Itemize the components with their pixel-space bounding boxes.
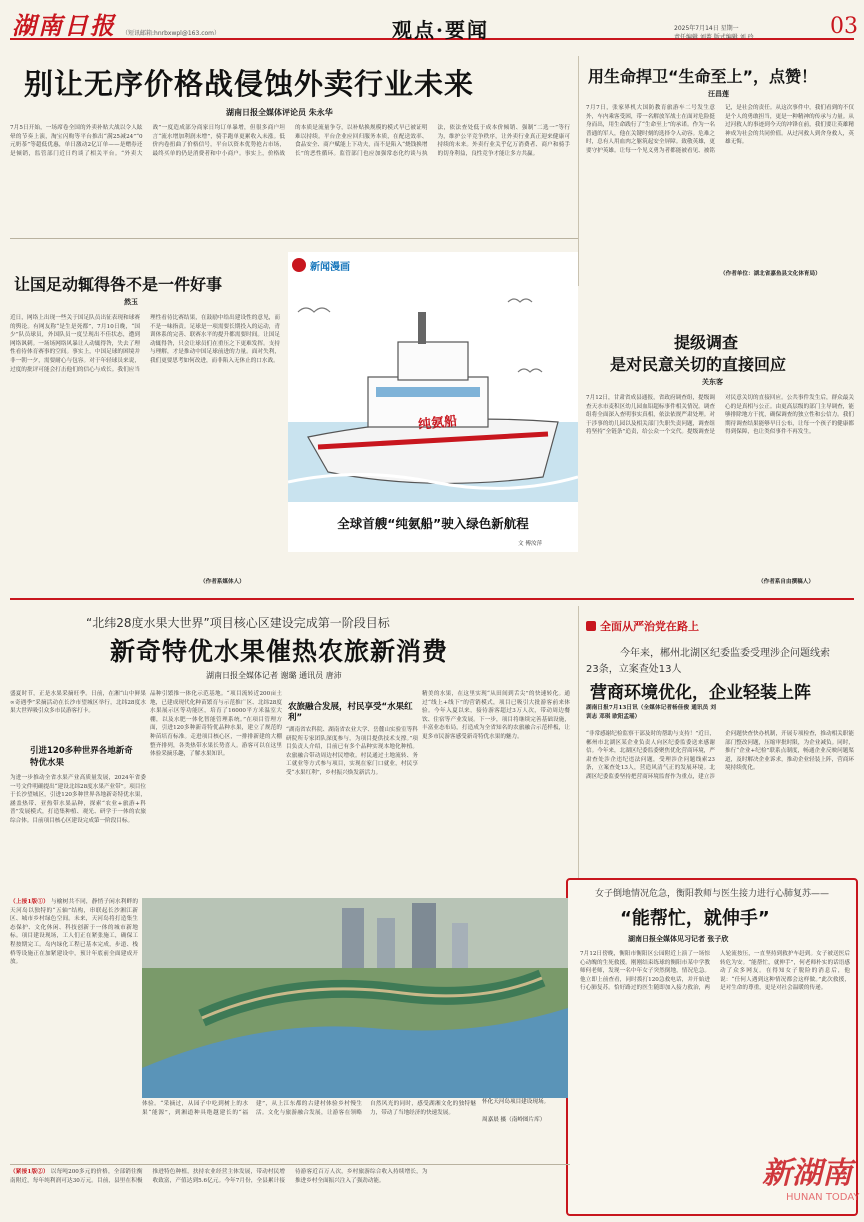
a4-headline-line1: 提级调查 bbox=[674, 333, 739, 352]
a5-cont-3: （紧接1版②） 以每吨200多元的价格，全部销往衡南附近，每年纯利润可达30万元。目前，县里在积极推进特色种植，扶持农业经营主体发展，带动村民增收致富，产值达到5.6亿元。今年7月份，全县累计接待游客近百万人次，乡村旅游综合收入持续增长，为推进乡村全面振兴注入了强劲动能。 bbox=[10, 1169, 428, 1184]
a5-headline: 新奇特优水果催热农旅新消费 bbox=[110, 637, 449, 666]
a4-headline-line2: 是对民意关切的直接回应 bbox=[610, 355, 787, 374]
cartoon-caption: 全球首艘“纯氨船”驶入绿色新航程 bbox=[337, 516, 529, 531]
a2-author: 汪昌莲 bbox=[708, 90, 729, 98]
a5-body-1: 为进一步推动全省水果产业高质量发展，2024年省委一号文件明确提出“建设北纬28度水果产业带”。项目位于长沙望城区，引进120多种世界各地新奇特优水果，涵盖热带、亚热带水果品种，探索“农业+旅游+科普”发展模式，打造集种植、观光、研学于一体的农旅综合体。目前项目核心区建设完成第一阶段目标。 bbox=[10, 775, 146, 824]
column-divider bbox=[578, 56, 579, 286]
a6-kicker-1: 今年来，郴州北湖区纪委监委受理涉企问题线索 bbox=[620, 648, 830, 659]
section-title: 观点·要闻 bbox=[392, 18, 489, 42]
a7-byline: 湖南日报全媒体见习记者 张子欣 bbox=[628, 935, 729, 943]
a4-credit: （作者系自由撰稿人） bbox=[758, 579, 814, 585]
newspaper-logo: 湖南日报 bbox=[12, 11, 116, 40]
flag-icon bbox=[586, 621, 596, 631]
a5-lead: 盛夏时节，正是水果采摘旺季。日前，在湘“山中鲜果∞奇遇季”采摘活动在长沙市望城区举行，北纬28度水果大世界吸引众多市民游客打卡。 bbox=[10, 691, 146, 715]
a1-headline: 别让无序价格战侵蚀外卖行业未来 bbox=[24, 67, 475, 101]
a1-byline: 湖南日报全媒体评论员 朱永华 bbox=[226, 108, 333, 117]
a3-headline: 让国足动辄得咎不是一件好事 bbox=[14, 275, 223, 294]
page-number: 03 bbox=[830, 14, 858, 39]
a5-body-2: 品种引繁推一体化示范基地。“项目流转近200亩土地，已建成现代化种苗繁育与示范推广区、北纬28度水果展示区等功能区，培育了16000平方米温室大棚，以及水肥一体化智能管理系统。”在项目管理方面，引进120多种新奇特优品种水果，建立了规范的种苗培育标准。走进项目核心区，一排排新建的大棚整齐排列，各类热带水果长势喜人。游客可以在这里体验采摘乐趣，了解水果知识。 bbox=[150, 691, 282, 758]
a7-body: 7月12日傍晚，衡阳市衡阳区公园附近上演了一场惊心动魄的生死救援。刚刚结束练球的衡阳市某中学教师何老师，发现一名中年女子突然倒地，情况危急。他立即上前查看，同时拨打120急救电话，并开始进行心肺复苏。恰好路过的医生随即加入接力救治，两人轮流按压，一直坚持到救护车赶到。女子被送医后转危为安。“能帮忙，就伸手”，何老师朴实的话语感动了众多网友。在得知女子脱险的消息后，他说：“任何人遇到这种情况都会这样做。”此次救援，是对生命的尊重，更是对社会温暖的传递。 bbox=[580, 951, 850, 992]
photo-caption: 怀化天河岛项目建设现场。 bbox=[482, 1099, 550, 1105]
a7-headline: “能帮忙，就伸手” bbox=[620, 908, 770, 929]
masthead-meta: （短讯邮箱:hnrbxwpl@163.com） bbox=[122, 30, 221, 37]
a5-kicker: “北纬28度水果大世界”项目核心区建设完成第一阶段目标 bbox=[86, 616, 390, 630]
photo-credit: 周嘉晨 摄（南岭图片库） bbox=[482, 1117, 546, 1123]
divider bbox=[10, 1164, 570, 1165]
ship-label: 纯氨船 bbox=[417, 413, 458, 433]
a6-kicker-2: 23条，立案查处13人 bbox=[586, 664, 682, 675]
a5-body-4: 精美的水果，在这里实现“从田间到舌尖”的快速转化。通过“线上+线下”的营销模式，项目已吸引大批游客前来体验。今年入夏以来，接待游客超过3万人次，带动周边餐饮、住宿等产业发展。下一步，项目将继续完善基础设施，丰富业态布局，打造成为全省知名的农旅融合示范样板，让更多市民游客感受新奇特优水果的魅力。 bbox=[422, 691, 570, 740]
a5-byline: 湖南日报全媒体记者 谢璐 通讯员 唐沛 bbox=[206, 671, 342, 680]
divider bbox=[10, 238, 578, 239]
a5-cont-2: 体验。“采摘过，从园子中吃到树上的水果“能源”，到湘道种具绝越建长的“福建”，从上江东都的古建村体验乡村慢生活。文化与旅游融合发展，让游客在领略自然风光的同时，感受湖湘文化的独特魅力，带动了当地经济的快速发展。 bbox=[142, 1101, 476, 1116]
a6-body: “非常感谢纪检监察干部及时的帮助与支持！”近日，郴州市北湖区某企业负责人向区纪委监委送来感谢信。今年来，北湖区纪委监委聚焦优化营商环境，严肃查处涉企违纪违法问题，受理涉企问题线索23条，立案查处13人，营造风清气正的发展环境。北湖区纪委监委坚持把营商环境监督作为重点，建立涉企问题快查快办机制，开展专项检查，推动相关职能部门整改问题，压缩审批时限，为企业减负。同时，推行“企业+纪检”联系点制度，畅通企业反映问题渠道，及时解决企业诉求，推动企业轻装上阵，营商环境持续优化。 bbox=[586, 731, 854, 780]
cartoon-tag: 新闻漫画 bbox=[310, 262, 350, 273]
a6-byline: 湖南日报7月13日讯（全媒体记者杨佳俊 通讯员 刘训志 邓琪 欧阳孟瑶） bbox=[586, 705, 716, 720]
a4-body: 7月12日，甘肃省成县通报，省政府调查组，提级调查天水市麦积区幼儿园血铅超标事件相关情况。调查组将全面深入查明事实真相，依法依规严肃处理。对于涉事的幼儿园以及相关部门失职失责问题，调查组将坚持“全链条”追责，给公众一个交代。提级调查是对民意关切的直接回应。公共事件发生后，群众最关心的是真相与公正。由更高层级的部门主导调查，能够排除地方干扰，确保调查的独立性和公信力。我们期待调查结果能够早日公布，让每一个孩子的健康都得到保障，也让类似事件不再发生。 bbox=[586, 395, 854, 436]
cartoon-credit: 文 傅汝萍 bbox=[518, 541, 543, 547]
a5-subhead-2: 农旅融合发展，村民享受“水果红利” bbox=[288, 702, 413, 723]
a3-author: 然玉 bbox=[124, 298, 138, 306]
a5-body-3: “湖南省农科院、湖南省农业大学、岳麓山实验室等科研院所专家团队深度参与，为项目提供技术支撑。”项目负责人介绍，目前已有多个品种实现本地化种植。农旅融合带动周边村民增收。村民通过土地流转、务工就业等方式参与项目，实现在家门口就业，村民享受“水果红利”，乡村振兴焕发新活力。 bbox=[286, 727, 418, 776]
a5-cont-1: （上接1版①） 与榆树共不同，静悄子闲水利畔的天河岛以独特的“五轴”结构，串联起长沙湘江新区、城市乡村绿色空间。未来，天河岛将打造集生态保护、文化休闲、科技创新于一体的城市新地标。项目建设现场，工人们正在紧张施工，确保工程按期完工。岛内绿化工程已基本完成，步道、栈桥等设施正在加紧建设中，预计年底前全面建成开放。 bbox=[10, 899, 138, 966]
cartoon-panel bbox=[288, 252, 578, 552]
a3-body: 近日，网络上出现一些关于国足队员出征表现和球赛的舆论。有网友称“是生是死都”，7月10日晚，“国少”队员球员，外国队员一度呈现出不佳状态，遭到网络讽刺。一场场网络风暴让人动辄得咎，失去了理性看待体育赛事的空间。事实上，中国足球的困境并非一朝一夕，需要耐心与包容。对于年轻球员来说，过度的批评可能会打击他们的信心与成长。我们应当理性看待比赛结果，在鼓励中给出建设性的意见，而不是一味指责。足球是一项需要长期投入的运动，青训体系的完善、联赛水平的提升都需要时间。让国足动辄得咎，只会让球员们在重压之下更难发挥。支持与理解，才是推动中国足球前进的力量。面对失利，我们更要思考如何改进，而非陷入无休止的口水战。 bbox=[10, 315, 280, 373]
a3-credit: （作者系媒体人） bbox=[200, 579, 245, 585]
aerial-photo bbox=[142, 898, 568, 1098]
dateline bbox=[674, 24, 754, 42]
divider bbox=[10, 598, 854, 600]
editors: 责任编辑 刘菁 版式编辑 刘 玲 bbox=[674, 34, 754, 41]
a2-body: 7月7日，张家界机大国防教育旅游车二号发生意外，车内乘客受困，带一名解放军战士在面对危险挺身而出，用生命践行了“生命至上”的承诺。作为一名普通的军人，他在关键时刻的选择令人动容。危难之时，总有人用血肉之躯筑起安全屏障。致敬英雄，更要守护英雄。让每一个见义勇为者都能被看见、被铭记，是社会的责任。从这次事件中，我们看到的不仅是个人的勇敢担当，更是一种精神的传承与力量。从过河救人的事迹到今天的冲锋在前，我们要让英雄精神成为社会的共同价值。从过河救人到舍身救人，英雄无悔。 bbox=[586, 105, 854, 154]
issue-date: 2025年7月14日 星期一 bbox=[674, 25, 739, 32]
a1-body: 7月5日开始，一场席卷全国的外卖补贴大战以令人眩晕的节奏上演，淘宝闪购等平台推出“满25减24”“0元奶茶”等超低优惠，单日激动2亿订单——是赠券还是倾销，监管部门近日约谈了相关平台。“外卖大战”一度造成部分商家日均订单暴增，但很多商户坦言“流水增加利润未增”，骑手跑单更累收入未涨。低价内卷扭曲了价格信号，平台以资本优势抢占市场，最终买单的仍是消费者和中小商户。事实上，价格战的本质是流量争夺，以补贴换规模的模式早已被证明难以持续。平台企业应回归服务本质，在配送效率、食品安全、商户赋能上下功夫，而不是陷入“烧钱换增长”的恶性循环。监管部门也应加强常态化约谈与执法，依法查处低于成本价倾销、强制“二选一”等行为，维护公平竞争秩序，让外卖行业真正迎来健康可持续的未来。外卖行业关乎亿万消费者、商户和骑手的切身利益，良性竞争才能让多方共赢。 bbox=[10, 125, 570, 157]
a6-headline: 营商环境优化，企业轻装上阵 bbox=[590, 683, 811, 703]
a6-section-tag: 全面从严治党在路上 bbox=[600, 620, 699, 633]
cartoon-badge-icon bbox=[292, 258, 306, 272]
ship-illustration bbox=[288, 272, 578, 502]
masthead bbox=[10, 6, 858, 42]
a4-author: 关东客 bbox=[702, 378, 723, 386]
watermark-en: HUNAN TODAY bbox=[786, 1192, 860, 1203]
a2-credit: （作者单位：湖北省嘉鱼县文化体育局） bbox=[720, 271, 821, 277]
a7-kicker: 女子倒地情况危急，衡阳教师与医生接力进行心肺复苏—— bbox=[594, 889, 829, 899]
a5-subhead-1: 引进120多种世界各地新奇特优水果 bbox=[30, 746, 133, 768]
a2-headline: 用生命捍卫“生命至上”，点赞！ bbox=[588, 67, 818, 86]
watermark-logo: 新湖南 bbox=[762, 1156, 852, 1191]
